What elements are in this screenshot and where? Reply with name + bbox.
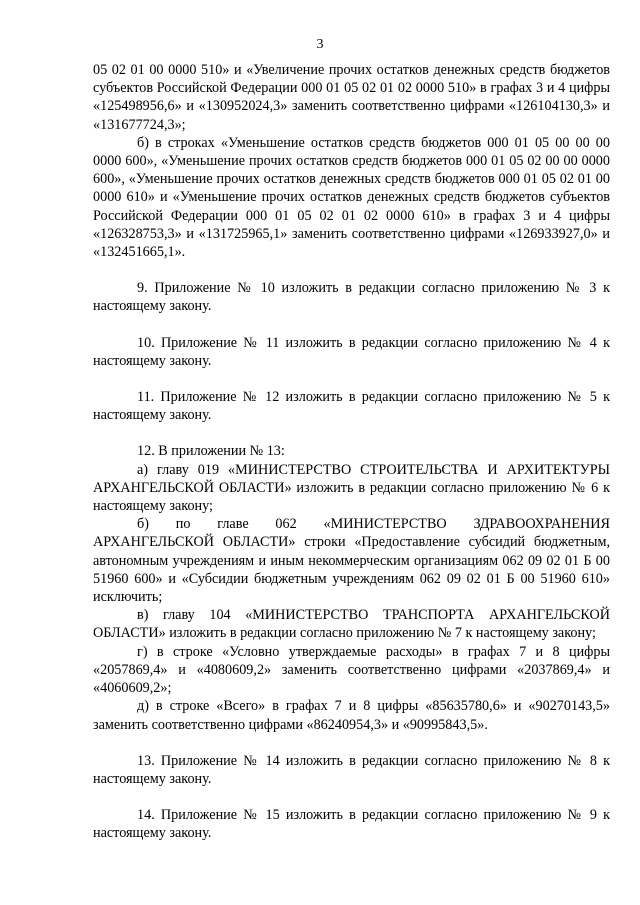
paragraph-item-12: 12. В приложении № 13: (137, 443, 285, 460)
paragraph-item-14: 14. Приложение № 15 изложить в редакции согласно приложению № 9 к настоящему закону. (93, 807, 610, 842)
paragraph-item-10: 10. Приложение № 11 изложить в редакции согласно приложению № 4 к настоящему закону. (93, 334, 610, 369)
paragraph-item-12g: г) в строке «Условно утверждаемые расходы» в графах 7 и 8 цифры «2057869,4» и «4080609,2» заменить соответственно цифрами «2037869,4» и «4060609,2»; (93, 643, 610, 697)
spacer (93, 424, 610, 442)
spacer (93, 261, 610, 279)
paragraph-item-12a: а) главу 019 «МИНИСТЕРСТВО СТРОИТЕЛЬСТВА И АРХИТЕКТУРЫ АРХАНГЕЛЬСКОЙ ОБЛАСТИ» изложить в редакции согласно приложению № 6 к настоящему закону; (93, 461, 610, 515)
page-number: 3 (316, 37, 324, 52)
spacer (93, 788, 610, 806)
paragraph-item-9: 9. Приложение № 10 изложить в редакции согласно приложению № 3 к настоящему закону. (93, 280, 610, 315)
paragraph-continuation: 05 02 01 00 0000 510» и «Увеличение прочих остатков денежных средств бюджетов субъектов Российской Федерации 000 01 05 02 01 02 0000 510» в графах 3 и 4 цифры «125498956,6» и «130952024,3» заменить соответственно цифрами «126104130,3» и «131677724,3»; (93, 62, 610, 133)
paragraph-item-12d: д) в строке «Всего» в графах 7 и 8 цифры «85635780,6» и «90270143,5» заменить соответственно цифрами «86240954,3» и «90995843,5». (93, 698, 610, 733)
paragraph-item-b: б) в строках «Уменьшение остатков средств бюджетов 000 01 05 00 00 00 0000 600», «Уменьшение прочих остатков средств бюджетов 000 01 05 02 00 00 0000 600», «Уменьшение прочих остатков денежных средств бюджетов 000 01 05 02 01 00 0000 610» и «Уменьшение прочих остатков денежных средств бюджетов субъектов Российской Федерации 000 01 05 02 01 02 0000 610» в графах 3 и 4 цифры «126328753,3» и «131725965,1» заменить соответственно цифрами «126933927,0» и «132451665,1». (93, 134, 610, 261)
paragraph-item-13: 13. Приложение № 14 изложить в редакции согласно приложению № 8 к настоящему закону. (93, 752, 610, 787)
spacer (93, 734, 610, 752)
spacer (93, 316, 610, 334)
document-body (93, 61, 610, 843)
paragraph-item-12b: б) по главе 062 «МИНИСТЕРСТВО ЗДРАВООХРАНЕНИЯ АРХАНГЕЛЬСКОЙ ОБЛАСТИ» строки «Предоставление субсидий бюджетным, автономным учреждениям и иным некоммерческим организациям 062 09 02 01 Б 00 51960 600» и «Субсидии бюджетным учреждениям 062 09 02 01 Б 00 51960 610» исключить; (93, 516, 610, 606)
paragraph-item-11: 11. Приложение № 12 изложить в редакции согласно приложению № 5 к настоящему закону. (93, 389, 610, 424)
paragraph-item-12v: в) главу 104 «МИНИСТЕРСТВО ТРАНСПОРТА АРХАНГЕЛЬСКОЙ ОБЛАСТИ» изложить в редакции согласно приложению № 7 к настоящему закону; (93, 607, 610, 642)
spacer (93, 370, 610, 388)
